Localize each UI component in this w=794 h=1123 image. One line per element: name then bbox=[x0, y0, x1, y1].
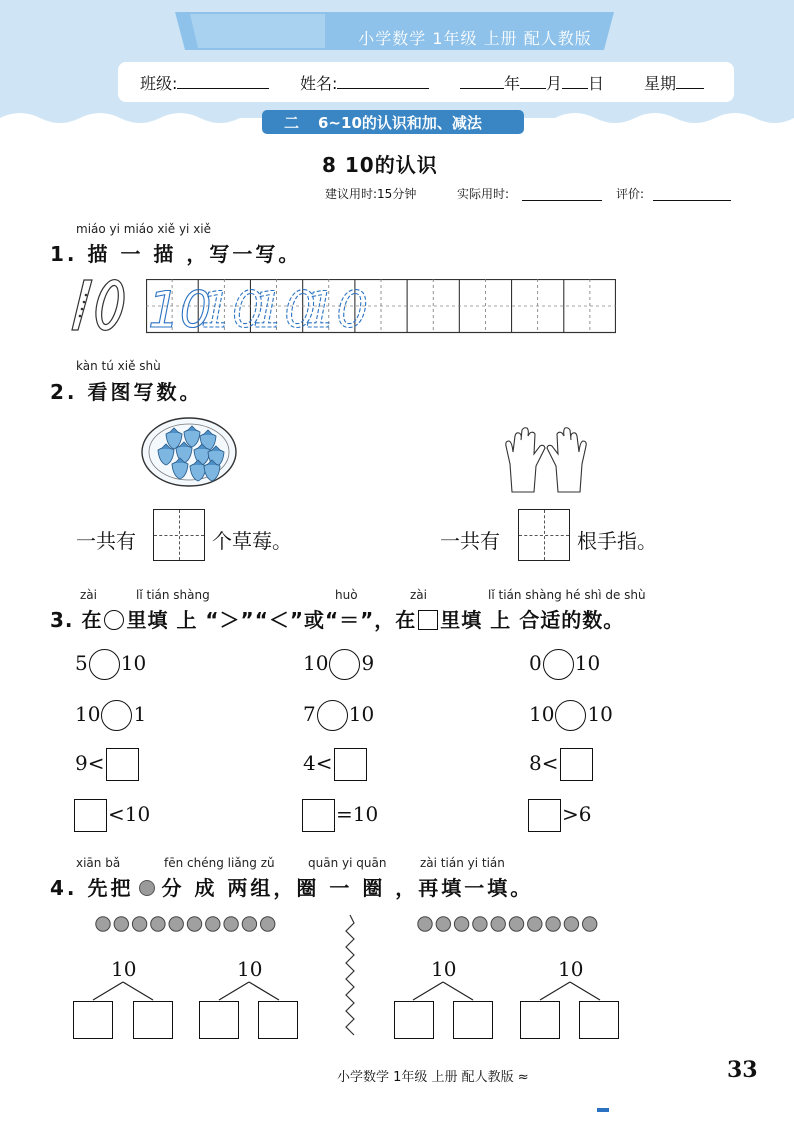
fill-square[interactable] bbox=[560, 748, 593, 781]
trace-ten-glyph: 10 bbox=[200, 281, 264, 334]
fill-right-number: 6 bbox=[578, 802, 592, 826]
lesson-title: 8 10的认识 bbox=[322, 153, 438, 177]
name-field[interactable] bbox=[337, 73, 429, 89]
compare-item bbox=[303, 645, 374, 681]
bond-total: 10 bbox=[111, 957, 137, 981]
fill-square[interactable] bbox=[334, 748, 367, 781]
unit-number: 二 bbox=[284, 114, 300, 132]
gray-dot bbox=[132, 917, 146, 931]
bond-total: 10 bbox=[558, 957, 584, 981]
fill-item bbox=[75, 745, 140, 781]
q3-title bbox=[50, 604, 624, 633]
bond-part-box[interactable] bbox=[199, 1001, 239, 1039]
gray-dot bbox=[436, 917, 450, 931]
compare-item bbox=[529, 645, 600, 681]
q3-pinyin-4: zài bbox=[410, 588, 427, 602]
strawberry-count-box[interactable] bbox=[153, 509, 205, 561]
q3-pinyin-5: lǐ tián shàng hé shì de shù bbox=[488, 588, 646, 602]
compare-left-number: 0 bbox=[529, 651, 542, 675]
fill-square[interactable] bbox=[528, 799, 561, 832]
bond-part-box[interactable] bbox=[73, 1001, 113, 1039]
weekday-field[interactable] bbox=[676, 73, 704, 89]
gray-dot bbox=[242, 917, 256, 931]
q4-pinyin-1: xiān bǎ bbox=[76, 856, 121, 870]
q4-title-b: 分 成 两组，圈 一 圈 ，再填一填。 bbox=[161, 876, 534, 900]
zigzag-divider bbox=[346, 915, 354, 1035]
q1-pinyin: miáo yi miáo xiě yi xiě bbox=[76, 222, 212, 236]
day-label: 日 bbox=[588, 74, 605, 93]
trace-ten-glyph: 10 bbox=[252, 281, 317, 334]
actual-time-label: 实际用时: bbox=[457, 187, 510, 201]
writing-grid[interactable] bbox=[146, 279, 616, 334]
bond-branch bbox=[570, 982, 600, 1000]
fill-left-number: 9 bbox=[75, 751, 88, 775]
bond-branch bbox=[540, 982, 570, 1000]
compare-right-number: 9 bbox=[361, 651, 375, 675]
gray-dot bbox=[491, 917, 505, 931]
compare-left-number: 5 bbox=[75, 651, 88, 675]
outlined-ten-icon bbox=[70, 276, 132, 336]
gray-dot bbox=[261, 917, 275, 931]
compare-circle[interactable] bbox=[329, 649, 360, 680]
compare-item bbox=[75, 696, 146, 732]
gray-dot bbox=[509, 917, 523, 931]
bond-branch bbox=[123, 982, 153, 1000]
compare-circle[interactable] bbox=[101, 700, 132, 731]
q3-pinyin-1: zài bbox=[80, 588, 97, 602]
compare-circle[interactable] bbox=[317, 700, 348, 731]
fill-item bbox=[73, 796, 150, 832]
trace-ten-glyph: 10 bbox=[304, 281, 369, 334]
bond-part-box[interactable] bbox=[394, 1001, 434, 1039]
book-title: 小学数学 1年级 上册 配人教版 bbox=[358, 29, 592, 48]
fill-square[interactable] bbox=[302, 799, 335, 832]
compare-right-number: 10 bbox=[348, 702, 375, 726]
compare-right-number: 10 bbox=[120, 651, 147, 675]
compare-circle[interactable] bbox=[543, 649, 574, 680]
footer-mark bbox=[597, 1108, 609, 1112]
fill-square[interactable] bbox=[74, 799, 107, 832]
month-field[interactable] bbox=[520, 73, 546, 89]
unit-banner bbox=[262, 110, 524, 134]
q2-left-suffix: 个草莓。 bbox=[212, 529, 292, 553]
q4-title-a: 4. 先把 bbox=[50, 876, 134, 900]
bond-branch bbox=[249, 982, 279, 1000]
gray-dot bbox=[418, 917, 432, 931]
gray-dot bbox=[564, 917, 578, 931]
compare-right-number: 1 bbox=[133, 702, 147, 726]
compare-right-number: 10 bbox=[587, 702, 613, 726]
year-field[interactable] bbox=[460, 73, 504, 89]
compare-left-number: 10 bbox=[303, 651, 329, 675]
fill-right-number: 10 bbox=[124, 802, 151, 826]
gray-dot bbox=[583, 917, 597, 931]
gray-dot bbox=[473, 917, 487, 931]
dot-row-left bbox=[96, 917, 275, 931]
circle-symbol-icon bbox=[104, 610, 124, 630]
q2-left-prefix: 一共有 bbox=[76, 529, 136, 553]
finger-count-box[interactable] bbox=[518, 509, 570, 561]
bond-part-box[interactable] bbox=[579, 1001, 619, 1039]
fill-item bbox=[301, 796, 378, 832]
day-field[interactable] bbox=[562, 73, 588, 89]
fill-square[interactable] bbox=[106, 748, 139, 781]
evaluation-field[interactable] bbox=[653, 200, 731, 201]
year-label: 年 bbox=[504, 74, 521, 93]
evaluation-label: 评价: bbox=[616, 187, 645, 201]
compare-left-number: 7 bbox=[303, 702, 316, 726]
compare-right-number: 10 bbox=[574, 651, 601, 675]
gray-dot bbox=[114, 917, 128, 931]
bond-part-box[interactable] bbox=[133, 1001, 173, 1039]
bond-total: 10 bbox=[431, 957, 457, 981]
class-field[interactable] bbox=[177, 73, 269, 89]
gray-dot bbox=[224, 917, 238, 931]
class-label: 班级: bbox=[140, 74, 178, 93]
actual-time-field[interactable] bbox=[522, 200, 602, 201]
compare-item bbox=[75, 645, 146, 681]
weekday-label: 星期 bbox=[644, 74, 677, 93]
bond-part-box[interactable] bbox=[520, 1001, 560, 1039]
month-label: 月 bbox=[546, 74, 563, 93]
bond-part-box[interactable] bbox=[453, 1001, 493, 1039]
q2-right-prefix: 一共有 bbox=[440, 529, 500, 553]
bond-branch bbox=[413, 982, 443, 1000]
q4-title bbox=[50, 872, 533, 901]
q4-pinyin-4: zài tián yi tián bbox=[420, 856, 505, 870]
fill-item bbox=[303, 745, 368, 781]
two-hands-image bbox=[500, 424, 592, 494]
q1-title: 1. 描 一 描 ，写一写。 bbox=[50, 242, 302, 266]
gray-dot bbox=[206, 917, 220, 931]
bond-branch bbox=[93, 982, 123, 1000]
bond-total: 10 bbox=[237, 957, 263, 981]
fill-operator: < bbox=[541, 751, 559, 775]
fill-item bbox=[529, 745, 594, 781]
gray-dot bbox=[187, 917, 201, 931]
gray-dot-icon bbox=[139, 880, 155, 896]
fill-operator: = bbox=[336, 802, 353, 826]
fill-operator: < bbox=[87, 751, 105, 775]
square-symbol-icon bbox=[418, 610, 438, 630]
compare-circle[interactable] bbox=[555, 700, 586, 731]
bond-branch bbox=[219, 982, 249, 1000]
gray-dot bbox=[151, 917, 165, 931]
fill-operator: > bbox=[562, 802, 579, 826]
q3-pinyin-3: huò bbox=[335, 588, 358, 602]
gray-dot bbox=[528, 917, 542, 931]
strawberry-plate-image bbox=[140, 416, 238, 488]
name-label: 姓名: bbox=[300, 74, 338, 93]
gray-dot bbox=[169, 917, 183, 931]
q2-title: 2. 看图写数。 bbox=[50, 380, 203, 404]
compare-left-number: 10 bbox=[529, 702, 555, 726]
student-info-box bbox=[118, 62, 734, 102]
footer-book-info: 小学数学 1年级 上册 配人教版 ≈ bbox=[337, 1070, 529, 1085]
fill-operator: < bbox=[315, 751, 333, 775]
gray-dot bbox=[454, 917, 468, 931]
fill-left-number: 8 bbox=[529, 751, 542, 775]
trace-ten-glyph: 10 bbox=[148, 281, 212, 334]
suggested-time: 建议用时:15分钟 bbox=[325, 187, 417, 201]
fill-left-number: 4 bbox=[303, 751, 316, 775]
gray-dot bbox=[546, 917, 560, 931]
q3-title-a: 3. 在 bbox=[50, 608, 103, 632]
fill-right-number: 10 bbox=[352, 802, 379, 826]
bond-part-box[interactable] bbox=[258, 1001, 298, 1039]
bond-branch bbox=[443, 982, 473, 1000]
q3-title-b: 里填 上 “＞”“＜”或“＝”，在 bbox=[126, 608, 417, 632]
fill-item bbox=[527, 796, 592, 832]
gray-dot bbox=[96, 917, 110, 931]
dot-row-right bbox=[418, 917, 597, 931]
compare-item bbox=[303, 696, 374, 732]
q2-pinyin: kàn tú xiě shù bbox=[76, 359, 161, 373]
unit-title: 6~10的认识和加、减法 bbox=[318, 114, 482, 132]
fill-operator: < bbox=[108, 802, 125, 826]
compare-circle[interactable] bbox=[89, 649, 120, 680]
compare-item bbox=[529, 696, 613, 732]
compare-left-number: 10 bbox=[75, 702, 101, 726]
q4-pinyin-2: fēn chéng liǎng zǔ bbox=[164, 856, 275, 870]
q2-right-suffix: 根手指。 bbox=[577, 529, 657, 553]
q4-pinyin-3: quān yi quān bbox=[308, 856, 387, 870]
q3-title-c: 里填 上 合适的数。 bbox=[440, 608, 625, 632]
page-number: 33 bbox=[727, 1057, 758, 1083]
q3-pinyin-2: lǐ tián shàng bbox=[136, 588, 210, 602]
